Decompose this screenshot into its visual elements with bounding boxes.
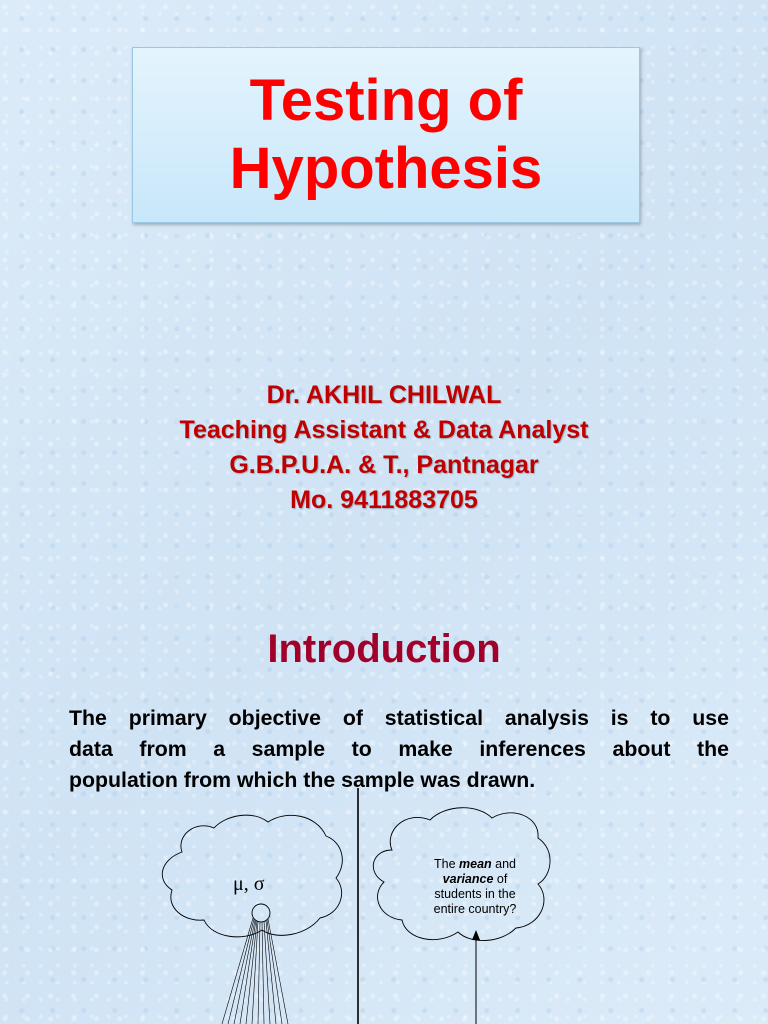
author-block xyxy=(0,378,768,518)
word: a xyxy=(213,737,226,761)
word: use xyxy=(692,706,729,730)
word: to xyxy=(351,737,372,761)
word: inferences xyxy=(479,737,586,761)
author-name: Dr. AKHIL CHILWAL xyxy=(266,381,502,409)
bubble-question-text xyxy=(405,857,545,917)
population-sample-diagram xyxy=(0,780,768,1024)
bubble-emphasis-variance: variance xyxy=(442,872,494,886)
title-line-1: Testing of xyxy=(249,68,523,133)
word: objective xyxy=(228,706,321,730)
author-institution: G.B.P.U.A. & T., Pantnagar xyxy=(229,451,539,479)
word: of xyxy=(342,706,363,730)
word: statistical xyxy=(384,706,484,730)
author-position: Teaching Assistant & Data Analyst xyxy=(179,416,589,444)
title-box xyxy=(132,47,640,223)
section-heading: Introduction xyxy=(267,627,501,671)
word: the xyxy=(697,737,729,761)
population-parameters-label: μ, σ xyxy=(233,873,265,895)
intro-row-3: population from which the sample was drawn. xyxy=(69,768,536,792)
bubble-text-line: entire country? xyxy=(433,902,517,916)
bubble-emphasis-mean: mean xyxy=(459,857,492,871)
arrow-up-icon xyxy=(472,930,480,940)
word: primary xyxy=(128,706,207,730)
sample-circle xyxy=(252,904,270,922)
bubble-text-line: students in the xyxy=(434,887,516,901)
word: is xyxy=(610,706,629,730)
word: about xyxy=(612,737,671,761)
title-line-2: Hypothesis xyxy=(229,136,543,201)
word: from xyxy=(139,737,187,761)
word: make xyxy=(398,737,453,761)
intro-row-1 xyxy=(69,703,729,734)
word: data xyxy=(69,737,113,761)
word: analysis xyxy=(504,706,589,730)
bubble-text-part: The xyxy=(433,857,459,871)
bubble-text-part: and xyxy=(491,857,516,871)
word: sample xyxy=(251,737,326,761)
intro-row-2 xyxy=(69,734,729,765)
bubble-text-part: of xyxy=(493,872,508,886)
word: The xyxy=(69,706,107,730)
word: to xyxy=(650,706,671,730)
author-phone: Mo. 9411883705 xyxy=(290,486,478,514)
